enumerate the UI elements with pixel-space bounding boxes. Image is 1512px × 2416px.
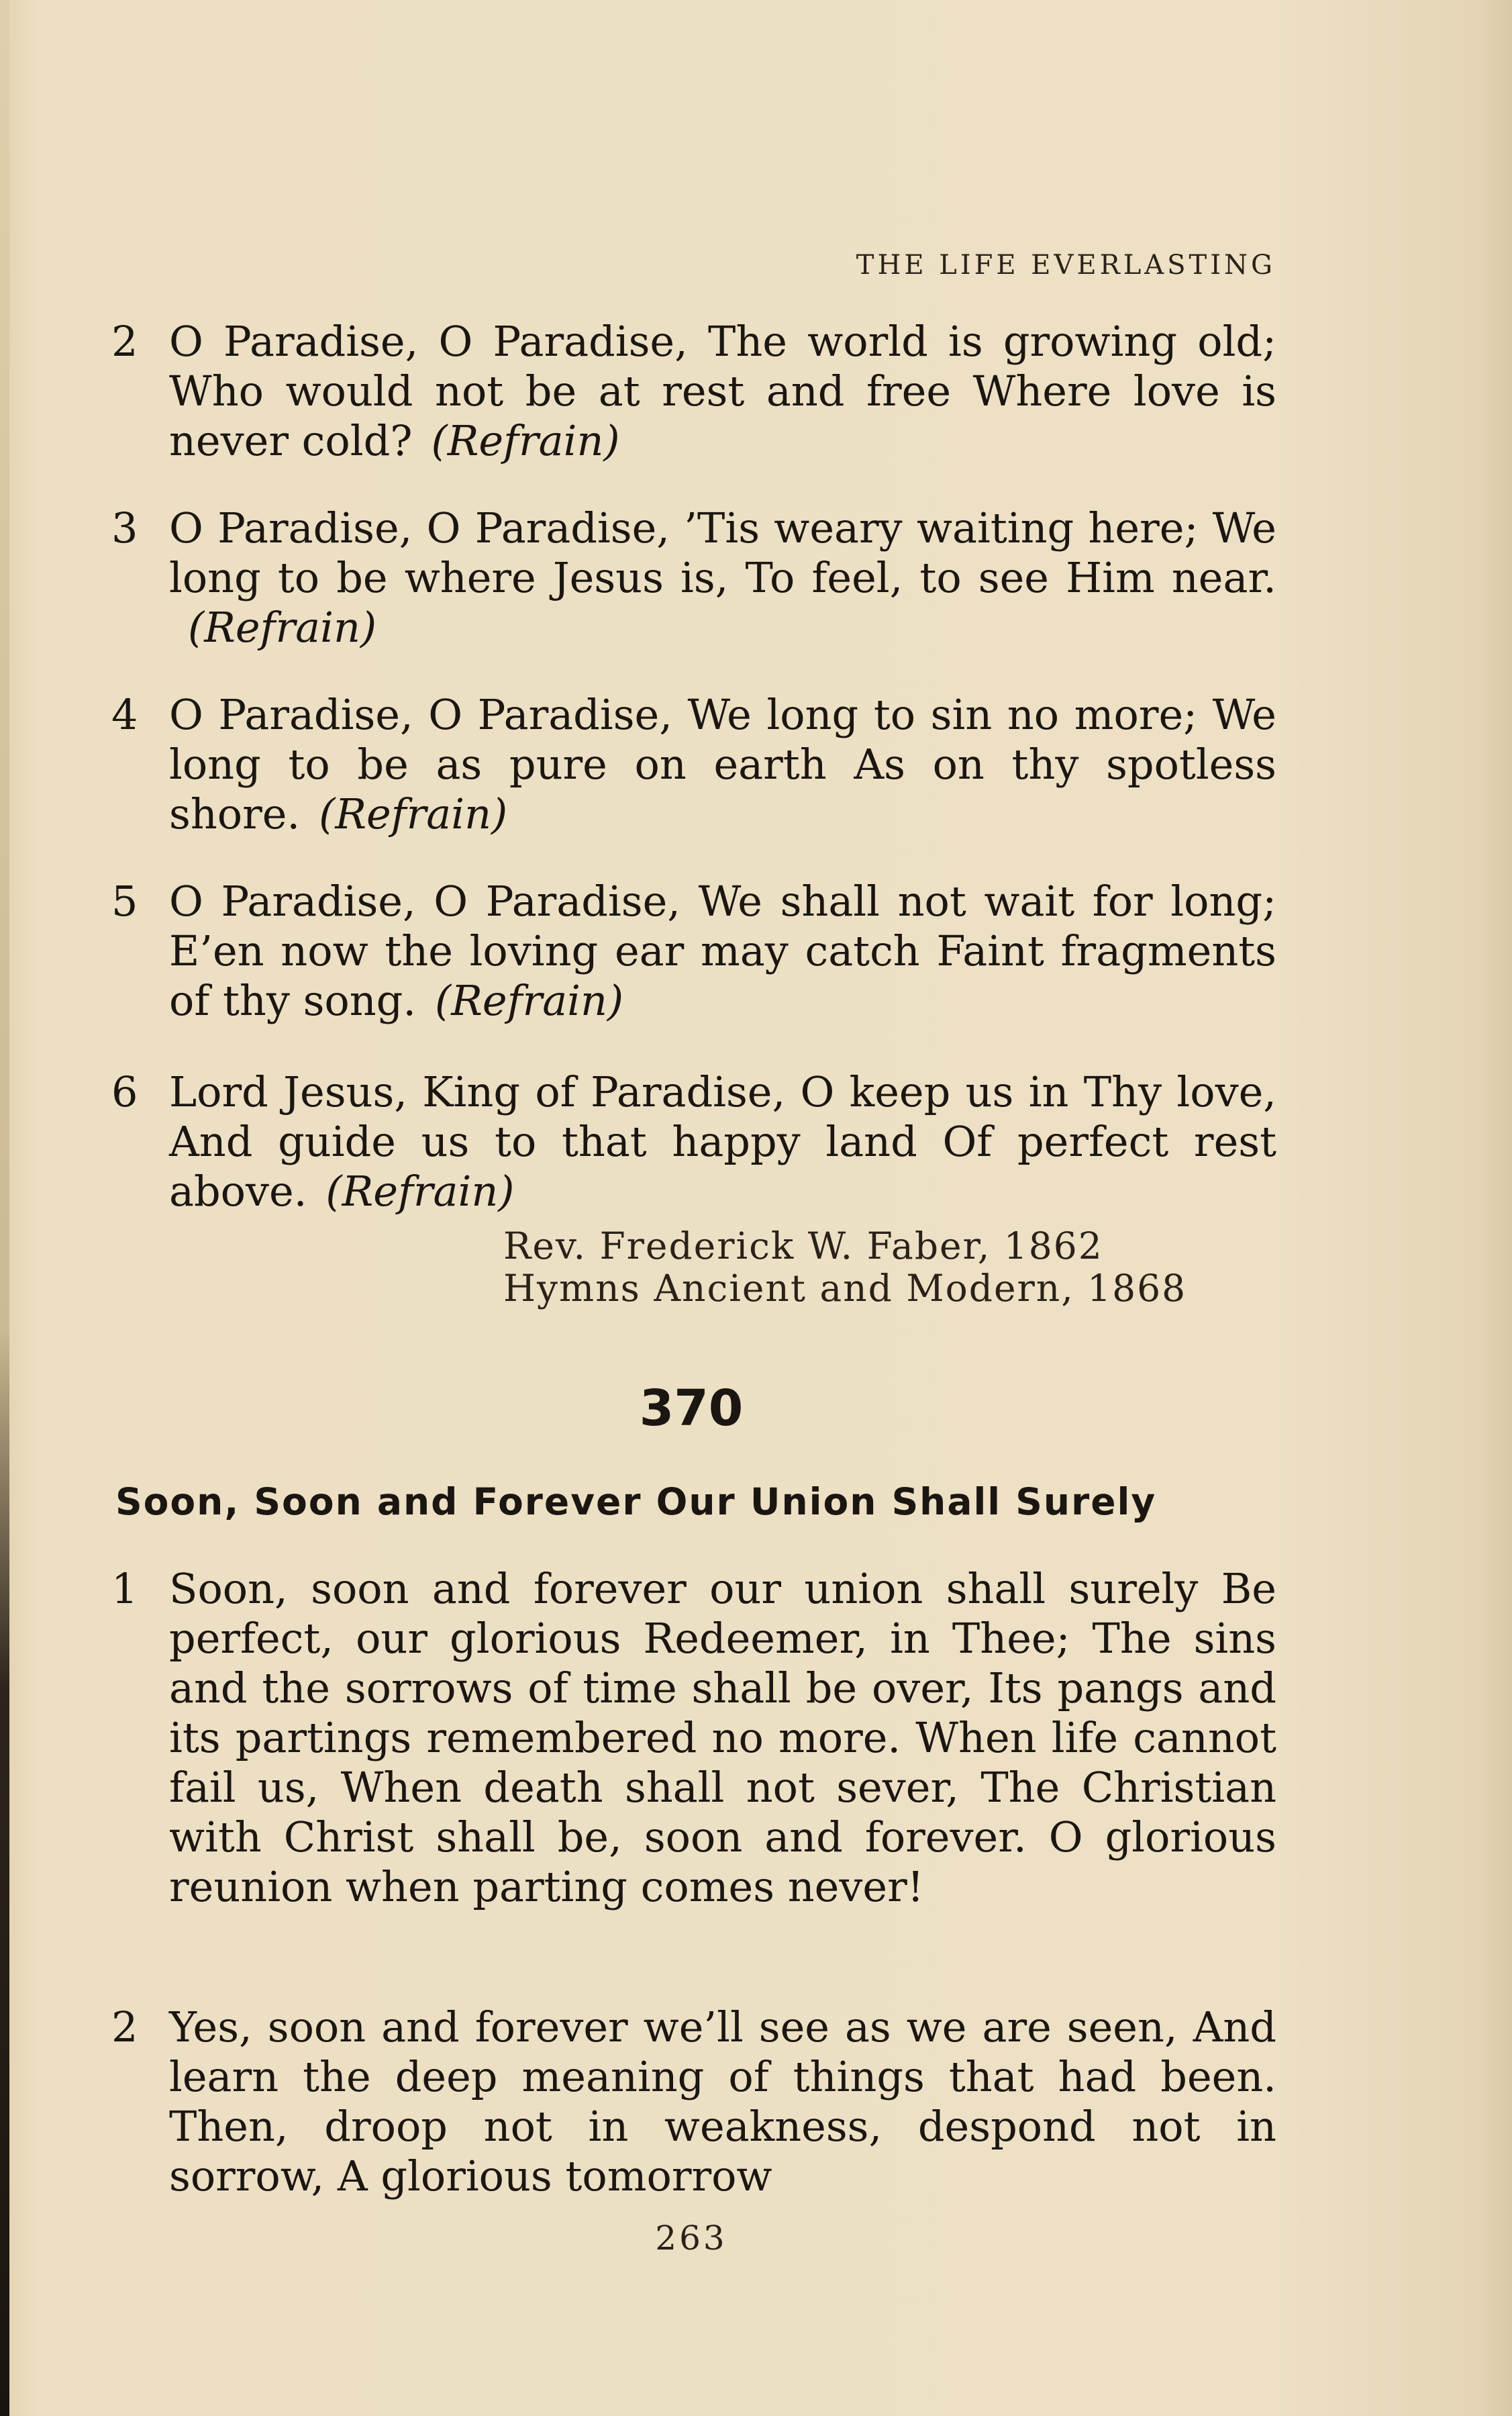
verse-number: 5 bbox=[111, 877, 138, 926]
running-head: THE LIFE EVERLASTING bbox=[856, 250, 1276, 281]
verse-3 bbox=[111, 503, 1276, 653]
verse-number: 6 bbox=[111, 1067, 138, 1116]
verse-number: 4 bbox=[111, 690, 138, 739]
refrain-marker: (Refrain) bbox=[319, 789, 508, 838]
verse-number: 3 bbox=[111, 503, 138, 552]
verse-body: O Paradise, O Paradise, We shall not wait for long; E’en now the loving ear may catch Faint fragments of thy song. bbox=[169, 877, 1276, 1025]
verse-body: Lord Jesus, King of Paradise, O keep us in Thy love, And guide us to that happy land Of perfect rest above. bbox=[169, 1067, 1276, 1216]
page-number: 263 bbox=[655, 2219, 727, 2258]
verse-text bbox=[169, 1067, 1276, 1216]
verse-number: 2 bbox=[111, 2002, 138, 2051]
refrain-marker: (Refrain) bbox=[325, 1167, 515, 1216]
verse-text: Yes, soon and forever we’ll see as we are seen, And learn the deep meaning of things that had been. Then, droop not in weakness, despond not in sorrow, A glorious tomorrow bbox=[169, 2002, 1276, 2201]
verse-number: 1 bbox=[111, 1564, 138, 1613]
verse-body: O Paradise, O Paradise, The world is growing old; Who would not be at rest and free Where love is never cold? bbox=[169, 317, 1276, 465]
refrain-marker: (Refrain) bbox=[431, 416, 620, 465]
verse-number: 2 bbox=[111, 317, 138, 366]
hymn-title: Soon, Soon and Forever Our Union Shall Surely bbox=[115, 1480, 1157, 1523]
refrain-marker: (Refrain) bbox=[435, 976, 624, 1025]
credit-author: Rev. Frederick W. Faber, 1862 bbox=[503, 1224, 1103, 1267]
verse-body: O Paradise, O Paradise, We long to sin no more; We long to be as pure on earth As on thy spotless shore. bbox=[169, 690, 1276, 838]
verse-body: O Paradise, O Paradise, ’Tis weary waiting here; We long to be where Jesus is, To feel, to see Him near. bbox=[169, 503, 1276, 602]
hymn-number: 370 bbox=[639, 1380, 744, 1437]
credit-source: Hymns Ancient and Modern, 1868 bbox=[503, 1267, 1187, 1310]
hymn-370-verse-1 bbox=[111, 1564, 1276, 1912]
verse-text bbox=[169, 503, 1276, 653]
verse-6 bbox=[111, 1067, 1276, 1216]
verse-text bbox=[169, 877, 1276, 1026]
verse-5 bbox=[111, 877, 1276, 1026]
book-spine-edge bbox=[0, 0, 9, 2416]
verse-text: Soon, soon and forever our union shall surely Be perfect, our glorious Redeemer, in Thee; The sins and the sorrows of time shall be over, Its pangs and its partings remembered no more. When life cannot fail us, When death shall not sever, The Christian with Christ shall be, soon and forever. O glorious reunion when parting comes never! bbox=[169, 1564, 1276, 1911]
hymn-370-verse-2 bbox=[111, 2002, 1276, 2201]
refrain-marker: (Refrain) bbox=[188, 603, 377, 652]
verse-2 bbox=[111, 317, 1276, 466]
verse-text bbox=[169, 690, 1276, 839]
verse-4 bbox=[111, 690, 1276, 839]
verse-text bbox=[169, 317, 1276, 466]
